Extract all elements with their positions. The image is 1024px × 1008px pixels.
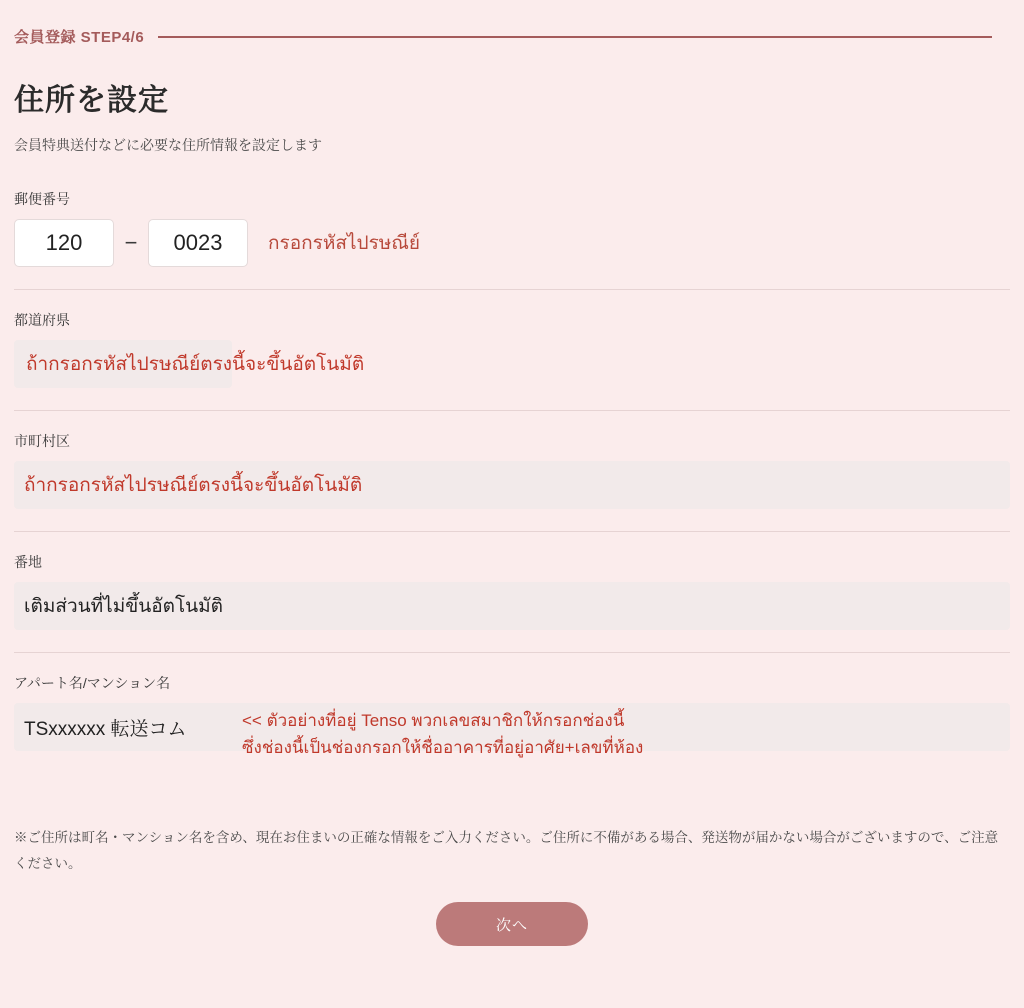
prefecture-annotation: ถ้ากรอกรหัสไปรษณีย์ตรงนี้จะขึ้นอัตโนมัติ (26, 354, 365, 375)
prefecture-input[interactable] (14, 340, 232, 388)
apartment-label: アパート名/マンション名 (14, 675, 171, 691)
prefecture-label: 都道府県 (14, 312, 70, 328)
apartment-input[interactable] (14, 703, 1010, 751)
divider-1 (14, 289, 1010, 290)
step-label: 会員登録 STEP4/6 (14, 29, 145, 46)
city-input[interactable] (14, 461, 1010, 509)
next-button[interactable]: 次へ (436, 902, 588, 946)
apartment-input-wrap (14, 703, 1010, 758)
divider-3 (14, 531, 1010, 532)
postal-code-separator: − (124, 230, 138, 255)
field-apartment (14, 673, 1010, 758)
divider-4 (14, 652, 1010, 653)
postal-code-label: 郵便番号 (14, 191, 70, 207)
caution-text: ※ご住所は町名・マンション名を含め、現在お住まいの正確な情報をご入力ください。ご住所に不備がある場合、発送物が届かない場合がございますので、ご注意ください。 (14, 830, 999, 871)
field-city (14, 431, 1010, 509)
submit-wrap (0, 902, 1024, 946)
field-street-number (14, 552, 1010, 630)
postal-code-input-1[interactable] (14, 219, 114, 267)
page-title: 住所を設定 (14, 84, 169, 117)
address-form (0, 189, 1024, 758)
postal-code-input-2[interactable] (148, 219, 248, 267)
city-input-wrap (14, 461, 1010, 509)
title-block (0, 47, 1024, 155)
street-number-input-wrap (14, 582, 1010, 630)
city-label: 市町村区 (14, 433, 70, 449)
field-postal-code (14, 189, 1010, 267)
field-prefecture (14, 310, 1010, 388)
step-progress-rule (158, 36, 992, 38)
postal-code-row (14, 219, 1010, 267)
postal-code-hint: กรอกรหัสไปรษณีย์ (268, 233, 421, 254)
prefecture-input-wrap (14, 340, 1010, 388)
page-subtitle: 会員特典送付などに必要な住所情報を設定します (14, 137, 322, 153)
divider-2 (14, 410, 1010, 411)
street-number-label: 番地 (14, 554, 42, 570)
street-number-input[interactable] (14, 582, 1010, 630)
apartment-annotation-line-2: ซึ่งช่องนี้เป็นช่องกรอกให้ชื่ออาคารที่อยู่อาศัย+เลขที่ห้อง (242, 738, 644, 758)
step-header (0, 0, 1024, 47)
apartment-annotation-line-1: << ตัวอย่างที่อยู่ Tenso พวกเลขสมาชิกให้กรอกช่องนี้ (242, 711, 625, 730)
